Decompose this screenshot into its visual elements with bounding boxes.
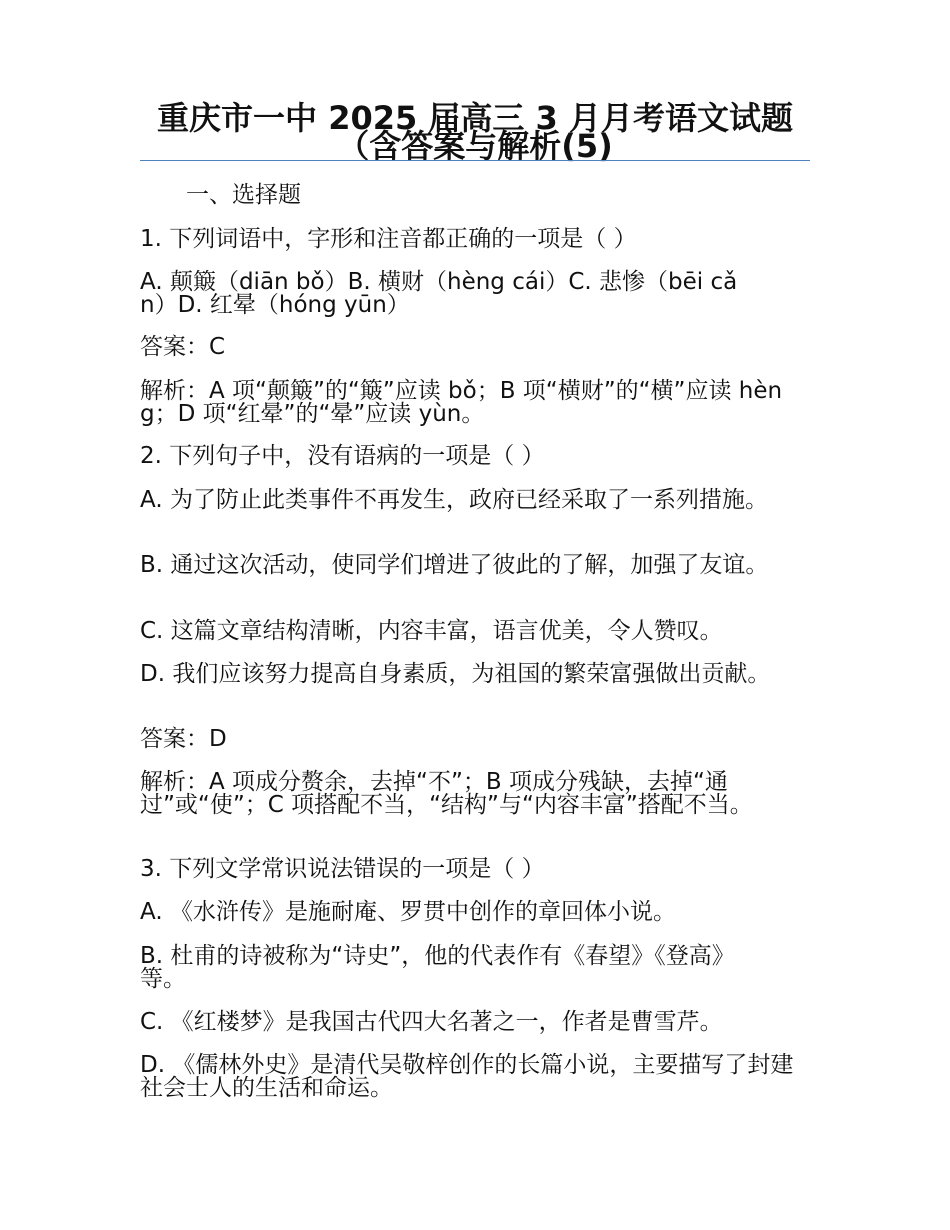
question-3-option-d: D. 《儒林外史》是清代吴敬梓创作的长篇小说，主要描写了封建社会士人的生活和命运。 (140, 1052, 794, 1101)
question-2-option-b: B. 通过这次活动，使同学们增进了彼此的了解，加强了友谊。 (140, 552, 769, 578)
question-1-answer: 答案：C (140, 334, 226, 360)
question-2-option-c: C. 这篇文章结构清晰，内容丰富，语言优美，令人赞叹。 (140, 618, 723, 644)
question-2-option-a: A. 为了防止此类事件不再发生，政府已经采取了一系列措施。 (140, 487, 768, 513)
question-2-option-d: D. 我们应该努力提高自身素质，为祖国的繁荣富强做出贡献。 (140, 661, 771, 687)
question-3-option-a: A. 《水浒传》是施耐庵、罗贯中创作的章回体小说。 (140, 899, 676, 925)
question-3-option-b: B. 杜甫的诗被称为“诗史”，他的代表作有《春望》《登高》等。 (140, 943, 735, 992)
question-1-analysis: 解析：A 项“颠簸”的“簸”应读 bǒ；B 项“横财”的“横”应读 hèng；D 项“红晕”的“晕”应读 yùn。 (140, 378, 783, 427)
question-1-options: A. 颠簸（diān bǒ）B. 横财（hèng cái）C. 悲惨（bēi cǎn）D. 红晕（hóng yūn） (140, 269, 738, 318)
question-1-stem: 1. 下列词语中，字形和注音都正确的一项是（ ） (140, 226, 637, 252)
question-3-stem: 3. 下列文学常识说法错误的一项是（ ） (140, 856, 545, 882)
question-2-answer: 答案：D (140, 726, 227, 752)
question-3-option-c: C. 《红楼梦》是我国古代四大名著之一，作者是曹雪芹。 (140, 1009, 723, 1035)
question-2-analysis: 解析：A 项成分赘余，去掉“不”；B 项成分残缺，去掉“通过”或“使”；C 项搭配不当，“结构”与“内容丰富”搭配不当。 (140, 769, 753, 818)
question-2-stem: 2. 下列句子中，没有语病的一项是（ ） (140, 443, 545, 469)
title-underline (140, 160, 810, 161)
section-heading: 一、选择题 (186, 182, 301, 208)
document-title: 重庆市一中 2025 届高三 3 月月考语文试题（含答案与解析(5) (157, 99, 793, 165)
